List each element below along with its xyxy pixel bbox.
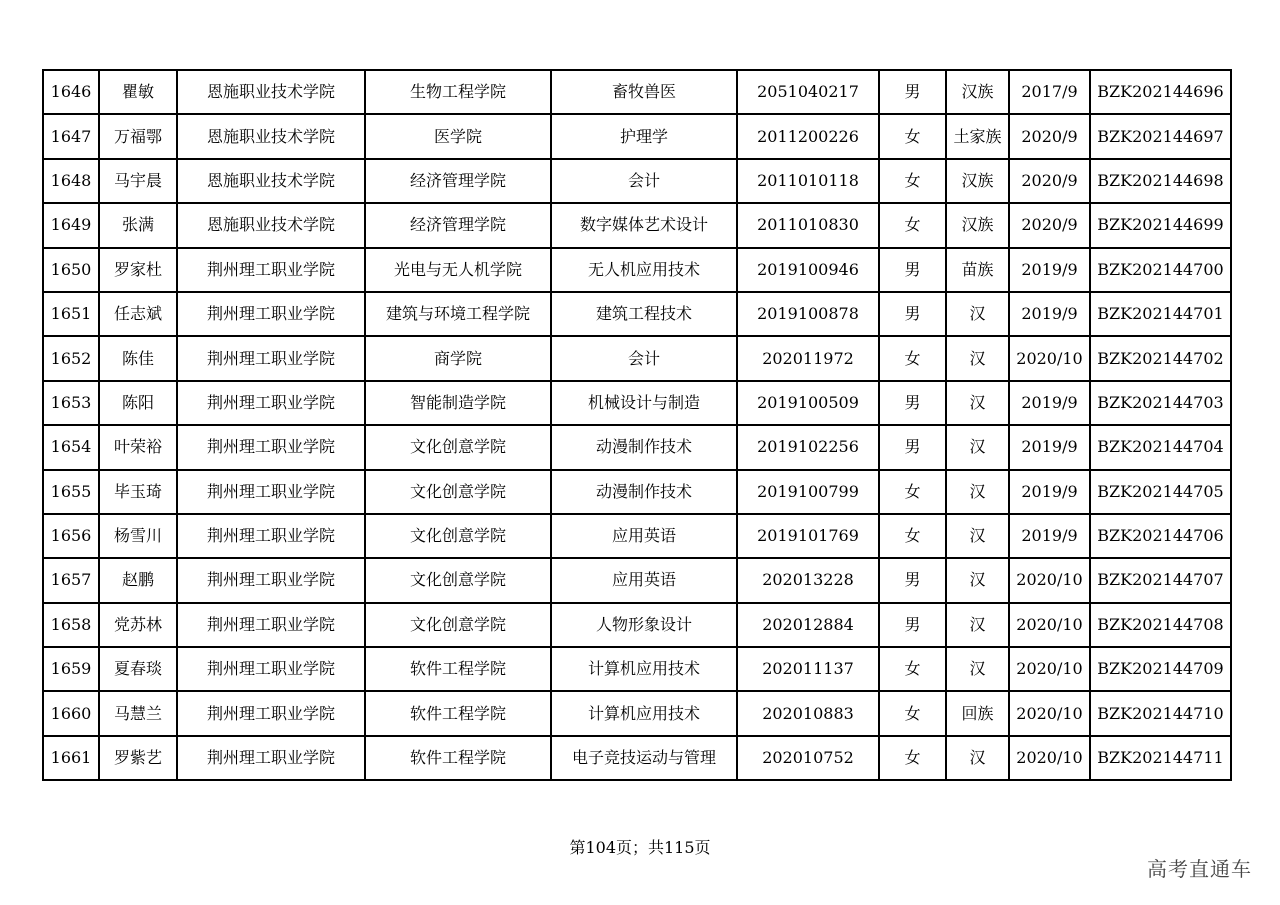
school-cell: 荆州理工职业学院 — [177, 603, 365, 647]
enroll-date-cell: 2020/10 — [1009, 603, 1090, 647]
student-id-cell: 2019100799 — [737, 470, 879, 514]
student-id-cell: 202013228 — [737, 558, 879, 602]
page-number: 第104页；共115页 — [569, 838, 711, 857]
cert-number-cell: BZK202144698 — [1090, 159, 1231, 203]
student-id-cell: 2019102256 — [737, 425, 879, 469]
roster-body — [43, 70, 1231, 780]
serial-cell: 1654 — [43, 425, 99, 469]
serial-cell: 1659 — [43, 647, 99, 691]
table-row — [43, 292, 1231, 336]
name-cell: 毕玉琦 — [99, 470, 177, 514]
school-cell: 荆州理工职业学院 — [177, 470, 365, 514]
major-cell: 电子竞技运动与管理 — [551, 736, 737, 780]
school-cell: 恩施职业技术学院 — [177, 70, 365, 114]
gender-cell: 男 — [879, 381, 946, 425]
school-cell: 荆州理工职业学院 — [177, 558, 365, 602]
student-id-cell: 2011010118 — [737, 159, 879, 203]
major-cell: 动漫制作技术 — [551, 470, 737, 514]
school-cell: 荆州理工职业学院 — [177, 514, 365, 558]
name-cell: 叶荣裕 — [99, 425, 177, 469]
cert-number-cell: BZK202144709 — [1090, 647, 1231, 691]
student-roster-table — [42, 69, 1232, 781]
major-cell: 动漫制作技术 — [551, 425, 737, 469]
ethnicity-cell: 汉族 — [946, 70, 1009, 114]
student-id-cell: 2051040217 — [737, 70, 879, 114]
name-cell: 马宇晨 — [99, 159, 177, 203]
table-row — [43, 159, 1231, 203]
college-cell: 商学院 — [365, 336, 551, 380]
major-cell: 机械设计与制造 — [551, 381, 737, 425]
name-cell: 罗家杜 — [99, 248, 177, 292]
college-cell: 经济管理学院 — [365, 203, 551, 247]
cert-number-cell: BZK202144703 — [1090, 381, 1231, 425]
serial-cell: 1650 — [43, 248, 99, 292]
ethnicity-cell: 汉 — [946, 336, 1009, 380]
ethnicity-cell: 苗族 — [946, 248, 1009, 292]
table-row — [43, 70, 1231, 114]
school-cell: 恩施职业技术学院 — [177, 114, 365, 158]
gender-cell: 男 — [879, 70, 946, 114]
table-row — [43, 425, 1231, 469]
college-cell: 文化创意学院 — [365, 425, 551, 469]
school-cell: 荆州理工职业学院 — [177, 691, 365, 735]
serial-cell: 1661 — [43, 736, 99, 780]
table-row — [43, 114, 1231, 158]
serial-cell: 1646 — [43, 70, 99, 114]
school-cell: 恩施职业技术学院 — [177, 159, 365, 203]
cert-number-cell: BZK202144704 — [1090, 425, 1231, 469]
cert-number-cell: BZK202144696 — [1090, 70, 1231, 114]
enroll-date-cell: 2020/9 — [1009, 203, 1090, 247]
college-cell: 经济管理学院 — [365, 159, 551, 203]
serial-cell: 1647 — [43, 114, 99, 158]
ethnicity-cell: 汉族 — [946, 159, 1009, 203]
college-cell: 文化创意学院 — [365, 514, 551, 558]
cert-number-cell: BZK202144702 — [1090, 336, 1231, 380]
name-cell: 罗紫艺 — [99, 736, 177, 780]
ethnicity-cell: 汉 — [946, 470, 1009, 514]
gender-cell: 女 — [879, 691, 946, 735]
college-cell: 文化创意学院 — [365, 470, 551, 514]
enroll-date-cell: 2019/9 — [1009, 381, 1090, 425]
enroll-date-cell: 2019/9 — [1009, 425, 1090, 469]
student-id-cell: 202011137 — [737, 647, 879, 691]
serial-cell: 1656 — [43, 514, 99, 558]
gender-cell: 男 — [879, 425, 946, 469]
college-cell: 医学院 — [365, 114, 551, 158]
cert-number-cell: BZK202144711 — [1090, 736, 1231, 780]
name-cell: 瞿敏 — [99, 70, 177, 114]
cert-number-cell: BZK202144700 — [1090, 248, 1231, 292]
college-cell: 软件工程学院 — [365, 691, 551, 735]
enroll-date-cell: 2020/10 — [1009, 336, 1090, 380]
table-row — [43, 381, 1231, 425]
gender-cell: 女 — [879, 470, 946, 514]
enroll-date-cell: 2020/9 — [1009, 114, 1090, 158]
ethnicity-cell: 土家族 — [946, 114, 1009, 158]
college-cell: 光电与无人机学院 — [365, 248, 551, 292]
major-cell: 无人机应用技术 — [551, 248, 737, 292]
gender-cell: 女 — [879, 114, 946, 158]
enroll-date-cell: 2019/9 — [1009, 470, 1090, 514]
name-cell: 陈佳 — [99, 336, 177, 380]
enroll-date-cell: 2020/10 — [1009, 647, 1090, 691]
name-cell: 党苏林 — [99, 603, 177, 647]
student-id-cell: 202010752 — [737, 736, 879, 780]
cert-number-cell: BZK202144706 — [1090, 514, 1231, 558]
table-row — [43, 514, 1231, 558]
major-cell: 护理学 — [551, 114, 737, 158]
gender-cell: 男 — [879, 292, 946, 336]
gender-cell: 男 — [879, 603, 946, 647]
school-cell: 荆州理工职业学院 — [177, 248, 365, 292]
gender-cell: 女 — [879, 736, 946, 780]
cert-number-cell: BZK202144701 — [1090, 292, 1231, 336]
serial-cell: 1658 — [43, 603, 99, 647]
table-row — [43, 736, 1231, 780]
table-row — [43, 691, 1231, 735]
college-cell: 文化创意学院 — [365, 558, 551, 602]
enroll-date-cell: 2020/10 — [1009, 558, 1090, 602]
cert-number-cell: BZK202144707 — [1090, 558, 1231, 602]
ethnicity-cell: 汉 — [946, 425, 1009, 469]
name-cell: 任志斌 — [99, 292, 177, 336]
college-cell: 软件工程学院 — [365, 647, 551, 691]
ethnicity-cell: 回族 — [946, 691, 1009, 735]
name-cell: 杨雪川 — [99, 514, 177, 558]
student-id-cell: 202010883 — [737, 691, 879, 735]
gender-cell: 女 — [879, 336, 946, 380]
serial-cell: 1655 — [43, 470, 99, 514]
serial-cell: 1648 — [43, 159, 99, 203]
ethnicity-cell: 汉 — [946, 647, 1009, 691]
major-cell: 计算机应用技术 — [551, 691, 737, 735]
cert-number-cell: BZK202144708 — [1090, 603, 1231, 647]
major-cell: 会计 — [551, 159, 737, 203]
table-row — [43, 603, 1231, 647]
major-cell: 会计 — [551, 336, 737, 380]
serial-cell: 1660 — [43, 691, 99, 735]
student-id-cell: 202012884 — [737, 603, 879, 647]
cert-number-cell: BZK202144705 — [1090, 470, 1231, 514]
student-id-cell: 2011010830 — [737, 203, 879, 247]
college-cell: 生物工程学院 — [365, 70, 551, 114]
cert-number-cell: BZK202144697 — [1090, 114, 1231, 158]
student-id-cell: 2019101769 — [737, 514, 879, 558]
enroll-date-cell: 2019/9 — [1009, 292, 1090, 336]
table-row — [43, 470, 1231, 514]
ethnicity-cell: 汉 — [946, 292, 1009, 336]
serial-cell: 1651 — [43, 292, 99, 336]
school-cell: 恩施职业技术学院 — [177, 203, 365, 247]
student-id-cell: 2011200226 — [737, 114, 879, 158]
school-cell: 荆州理工职业学院 — [177, 336, 365, 380]
major-cell: 建筑工程技术 — [551, 292, 737, 336]
name-cell: 马慧兰 — [99, 691, 177, 735]
enroll-date-cell: 2020/10 — [1009, 691, 1090, 735]
serial-cell: 1657 — [43, 558, 99, 602]
ethnicity-cell: 汉 — [946, 603, 1009, 647]
ethnicity-cell: 汉 — [946, 381, 1009, 425]
gender-cell: 男 — [879, 558, 946, 602]
college-cell: 文化创意学院 — [365, 603, 551, 647]
student-id-cell: 2019100509 — [737, 381, 879, 425]
major-cell: 畜牧兽医 — [551, 70, 737, 114]
gender-cell: 女 — [879, 514, 946, 558]
cert-number-cell: BZK202144710 — [1090, 691, 1231, 735]
ethnicity-cell: 汉 — [946, 558, 1009, 602]
serial-cell: 1653 — [43, 381, 99, 425]
major-cell: 计算机应用技术 — [551, 647, 737, 691]
college-cell: 软件工程学院 — [365, 736, 551, 780]
enroll-date-cell: 2017/9 — [1009, 70, 1090, 114]
gender-cell: 女 — [879, 647, 946, 691]
watermark-logo-text: 高考直通车 — [1147, 857, 1252, 881]
table-row — [43, 558, 1231, 602]
name-cell: 赵鹏 — [99, 558, 177, 602]
school-cell: 荆州理工职业学院 — [177, 381, 365, 425]
student-id-cell: 2019100946 — [737, 248, 879, 292]
major-cell: 应用英语 — [551, 514, 737, 558]
school-cell: 荆州理工职业学院 — [177, 736, 365, 780]
ethnicity-cell: 汉 — [946, 514, 1009, 558]
name-cell: 陈阳 — [99, 381, 177, 425]
school-cell: 荆州理工职业学院 — [177, 292, 365, 336]
enroll-date-cell: 2020/9 — [1009, 159, 1090, 203]
name-cell: 万福鄂 — [99, 114, 177, 158]
student-id-cell: 2019100878 — [737, 292, 879, 336]
enroll-date-cell: 2019/9 — [1009, 514, 1090, 558]
college-cell: 建筑与环境工程学院 — [365, 292, 551, 336]
serial-cell: 1649 — [43, 203, 99, 247]
enroll-date-cell: 2020/10 — [1009, 736, 1090, 780]
serial-cell: 1652 — [43, 336, 99, 380]
major-cell: 数字媒体艺术设计 — [551, 203, 737, 247]
gender-cell: 女 — [879, 203, 946, 247]
ethnicity-cell: 汉族 — [946, 203, 1009, 247]
enroll-date-cell: 2019/9 — [1009, 248, 1090, 292]
gender-cell: 女 — [879, 159, 946, 203]
major-cell: 应用英语 — [551, 558, 737, 602]
table-row — [43, 248, 1231, 292]
school-cell: 荆州理工职业学院 — [177, 425, 365, 469]
table-row — [43, 336, 1231, 380]
school-cell: 荆州理工职业学院 — [177, 647, 365, 691]
student-id-cell: 202011972 — [737, 336, 879, 380]
college-cell: 智能制造学院 — [365, 381, 551, 425]
gender-cell: 男 — [879, 248, 946, 292]
name-cell: 夏春琰 — [99, 647, 177, 691]
table-row — [43, 647, 1231, 691]
ethnicity-cell: 汉 — [946, 736, 1009, 780]
cert-number-cell: BZK202144699 — [1090, 203, 1231, 247]
table-row — [43, 203, 1231, 247]
major-cell: 人物形象设计 — [551, 603, 737, 647]
name-cell: 张满 — [99, 203, 177, 247]
